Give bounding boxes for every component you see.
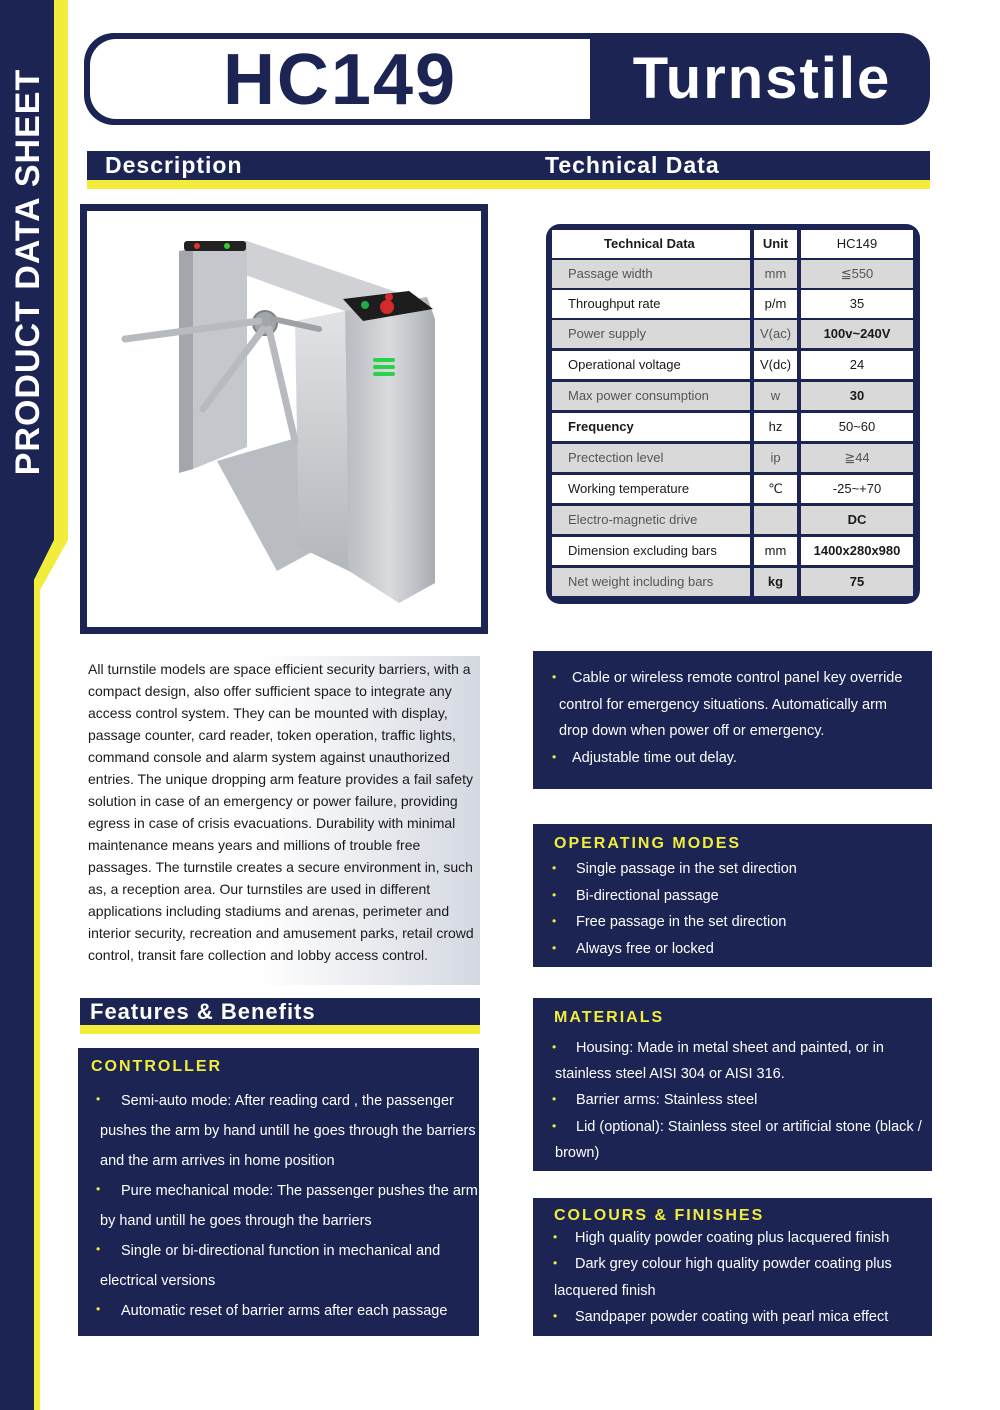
colours-title: COLOURS & FINISHES	[554, 1207, 765, 1224]
colours-list	[533, 1225, 932, 1330]
remote-list	[533, 665, 932, 771]
list-item: • Always free or locked	[533, 936, 932, 963]
header-banner	[84, 33, 930, 125]
list-item: • High quality powder coating plus lacquered finish	[533, 1225, 932, 1251]
list-item: • Barrier arms: Stainless steel	[533, 1087, 932, 1113]
materials-title: MATERIALS	[554, 1009, 665, 1026]
product-photo-frame	[80, 204, 488, 634]
operating-modes-title: OPERATING MODES	[554, 835, 742, 852]
list-item: • Sandpaper powder coating with pearl mica effect	[533, 1304, 932, 1330]
remote-control-box	[533, 651, 932, 789]
bullet-dot-icon: •	[552, 670, 557, 684]
description-block	[80, 656, 480, 985]
bullet-dot-icon: •	[96, 1242, 101, 1256]
technical-data-heading: Technical Data	[545, 152, 720, 178]
side-banner-text: PRODUCT DATA SHEET	[9, 68, 47, 476]
side-banner	[0, 0, 70, 1410]
list-item: • Lid (optional): Stainless steel or artificial stone (black / brown)	[533, 1114, 932, 1166]
controller-title: CONTROLLER	[91, 1058, 223, 1075]
list-item: • Dark grey colour high quality powder coating plus lacquered finish	[533, 1251, 932, 1304]
controller-list	[78, 1086, 479, 1326]
list-item: • Bi-directional passage	[533, 883, 932, 910]
list-item: • Single passage in the set direction	[533, 856, 932, 883]
materials-box	[533, 998, 932, 1171]
bullet-dot-icon: •	[552, 749, 557, 764]
features-band	[80, 998, 480, 1034]
operating-modes-box	[533, 824, 932, 967]
list-item: • Housing: Made in metal sheet and painted, or in stainless steel AISI 304 or AISI 316.	[533, 1035, 932, 1087]
list-item: • Cable or wireless remote control panel key override control for emergency situations. Automatically arm drop down when power off or emergency.	[533, 665, 932, 745]
operating-modes-list	[533, 856, 932, 962]
bullet-dot-icon: •	[552, 1118, 557, 1133]
list-item: • Adjustable time out delay.	[533, 745, 932, 772]
bullet-dot-icon: •	[552, 887, 557, 902]
section-band	[87, 151, 930, 189]
bullet-dot-icon: •	[96, 1092, 101, 1106]
turnstile-illustration	[87, 211, 481, 627]
description-text: All turnstile models are space efficient security barriers, with a compact design, also offer sufficient space to integrate any access control system. They can be mounted with display, passage counter, card reader, token operation, traffic lights, command console and alarm system against unauthorized entries. The unique dropping arm feature provides a fail safety solution in case of an emergency or power failure, providing egress in case of crisis evacuations. Durability with minimal maintenance means years and millions of trouble free passages. The turnstile creates a secure environment in, such as, a reception area. Our turnstiles are used in different applications including stadiums and arenas, perimeter and interior security, recreation and amusement parks, retail crowd control, transit fare collection and lobby access control.	[88, 661, 474, 963]
description-heading: Description	[105, 152, 243, 178]
controller-box	[78, 1048, 479, 1336]
list-item: • Semi-auto mode: After reading card , the passenger pushes the arm by hand untill he goes through the barriers and the arm arrives in home position	[78, 1086, 479, 1176]
model-title: HC149	[90, 39, 590, 119]
list-item: • Automatic reset of barrier arms after each passage	[78, 1296, 479, 1326]
bullet-dot-icon: •	[96, 1302, 101, 1316]
bullet-dot-icon: •	[552, 914, 557, 928]
list-item: • Single or bi-directional function in mechanical and electrical versions	[78, 1236, 479, 1296]
bullet-dot-icon: •	[552, 1040, 557, 1054]
list-item: • Free passage in the set direction	[533, 909, 932, 936]
bullet-dot-icon: •	[552, 1092, 557, 1107]
bullet-dot-icon: •	[553, 1256, 558, 1271]
product-photo	[87, 211, 481, 627]
materials-list	[533, 1035, 932, 1166]
bullet-dot-icon: •	[553, 1308, 558, 1323]
bullet-dot-icon: •	[552, 861, 557, 875]
features-heading: Features & Benefits	[90, 999, 316, 1024]
colours-box	[533, 1198, 932, 1336]
spec-table: Technical Data Unit HC149 Passage width mm ≦550 Throughput rate p/m 35 Power supply V(ac) 100v~240V Operational voltage V(dc) 24 Max power consumption w 30 Frequency hz 50~60 Prectection level ip ≧44 Working temperature ℃ -25~+70 Electro-magnetic drive DC Dimension excluding bars mm 1400x280x980 Net weight including bars kg 75	[546, 224, 920, 604]
list-item: • Pure mechanical mode: The passenger pushes the arm by hand untill he goes through the barriers	[78, 1176, 479, 1236]
bullet-dot-icon: •	[96, 1182, 101, 1196]
product-title: Turnstile	[632, 46, 892, 111]
bullet-dot-icon: •	[553, 1230, 558, 1244]
bullet-dot-icon: •	[552, 940, 557, 955]
